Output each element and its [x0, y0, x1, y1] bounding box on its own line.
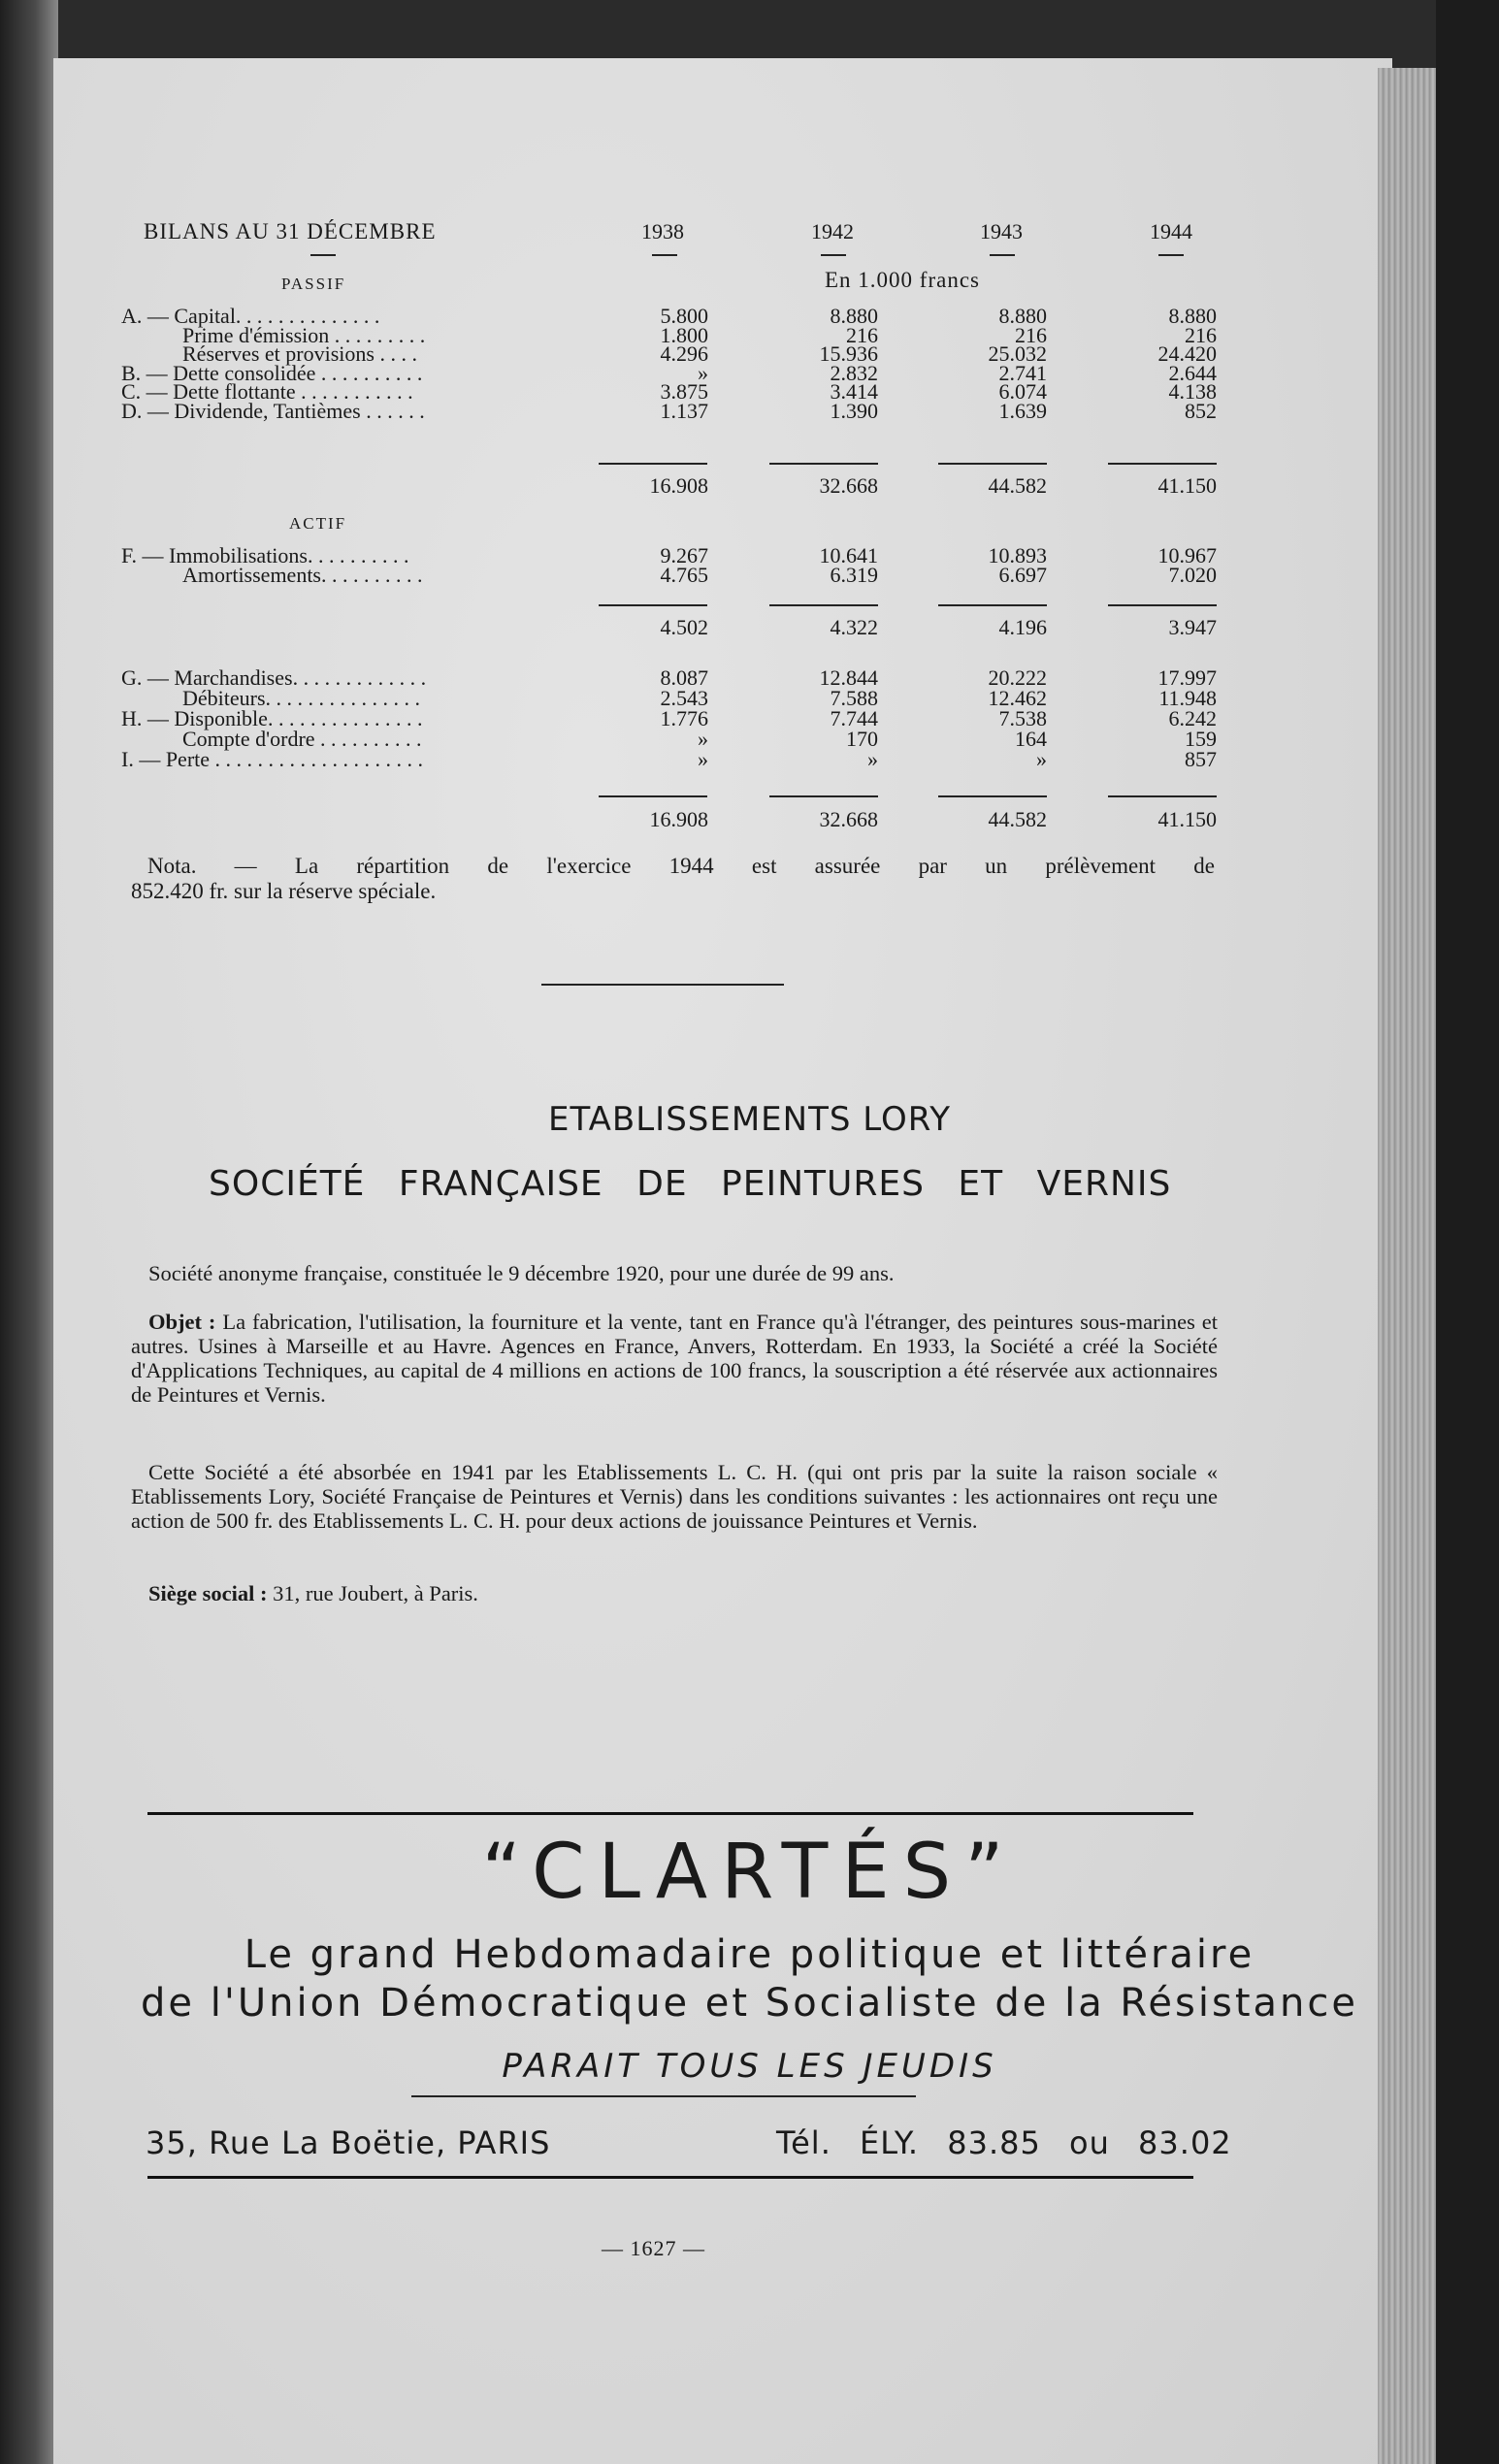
total-rule	[938, 463, 1047, 465]
table-cell: 4.296	[660, 341, 708, 366]
company-title: ETABLISSEMENTS LORY	[548, 1100, 951, 1139]
paragraph-constitution	[131, 1261, 1218, 1285]
paragraph-text: Société anonyme française, constituée le 9 décembre 1920, pour une durée de 99 ans.	[148, 1261, 895, 1285]
total-cell: 16.908	[649, 807, 708, 831]
ad-top-rule	[147, 1812, 1193, 1815]
table-cell: 216	[1185, 322, 1217, 347]
ad-schedule-underline	[411, 2095, 916, 2097]
table-cell: 20.222	[988, 665, 1047, 690]
table-cell: 170	[846, 727, 878, 751]
total-rule	[1108, 463, 1217, 465]
table-cell: »	[698, 360, 708, 385]
table-cell: 10.967	[1157, 543, 1217, 567]
table-cell: 2.543	[660, 686, 708, 710]
company-subtitle: SOCIÉTÉ FRANÇAISE DE PEINTURES ET VERNIS	[209, 1164, 1172, 1204]
paragraph-text: 31, rue Joubert, à Paris.	[273, 1581, 478, 1605]
ad-schedule: PARAIT TOUS LES JEUDIS	[502, 2047, 997, 2086]
table-cell: »	[867, 747, 878, 771]
nota-line: Nota. — La répartition de l'exercice 1944 est assurée par un prélèvement de	[147, 854, 1215, 878]
table-cell: 7.020	[1168, 562, 1217, 587]
table-cell: 2.741	[998, 360, 1047, 385]
nota-line: 852.420 fr. sur la réserve spéciale.	[131, 879, 437, 903]
row-label: F. — Immobilisations. . . . . . . . . .	[121, 543, 409, 567]
total-cell: 16.908	[649, 473, 708, 498]
table-cell: 24.420	[1157, 341, 1217, 366]
table-cell: »	[1036, 747, 1047, 771]
table-cell: 8.087	[660, 665, 708, 690]
total-cell: 4.322	[830, 615, 878, 639]
label-objet: Objet :	[148, 1310, 216, 1334]
table-cell: 9.267	[660, 543, 708, 567]
row-label: Compte d'ordre . . . . . . . . . .	[182, 727, 422, 751]
table-cell: 15.936	[819, 341, 878, 366]
table-cell: 852	[1185, 398, 1217, 423]
subtotal-rule	[599, 604, 707, 606]
dash	[821, 254, 846, 256]
table-title: BILANS AU 31 DÉCEMBRE	[144, 219, 437, 243]
table-cell: 4.138	[1168, 379, 1217, 404]
table-cell: 17.997	[1157, 665, 1217, 690]
dash	[990, 254, 1015, 256]
table-cell: 2.644	[1168, 360, 1217, 385]
row-label: C. — Dette flottante . . . . . . . . . . .	[121, 379, 413, 404]
dash	[310, 254, 336, 256]
table-cell: 7.744	[830, 706, 878, 730]
unit-label: En 1.000 francs	[825, 268, 980, 292]
row-label: D. — Dividende, Tantièmes . . . . . .	[121, 398, 425, 423]
total-rule	[599, 795, 707, 797]
row-label: Réserves et provisions . . . .	[182, 341, 417, 366]
table-cell: »	[698, 727, 708, 751]
ad-title: “CLARTÉS”	[481, 1829, 1018, 1916]
table-cell: 3.875	[660, 379, 708, 404]
table-cell: 8.880	[830, 304, 878, 328]
table-cell: 12.462	[988, 686, 1047, 710]
table-cell: 25.032	[988, 341, 1047, 366]
table-cell: 10.641	[819, 543, 878, 567]
section-heading-passif: PASSIF	[281, 275, 346, 293]
table-cell: 1.776	[660, 706, 708, 730]
row-label: Amortissements. . . . . . . . . .	[182, 562, 423, 587]
paragraph-absorption	[131, 1460, 1218, 1533]
total-cell: 44.582	[988, 473, 1047, 498]
table-cell: 2.832	[830, 360, 878, 385]
table-cell: 10.893	[988, 543, 1047, 567]
table-cell: 857	[1185, 747, 1217, 771]
ad-bottom-rule	[147, 2176, 1193, 2179]
total-cell: 32.668	[819, 473, 878, 498]
table-cell: 6.319	[830, 562, 878, 587]
table-cell: 8.880	[998, 304, 1047, 328]
paragraph-siege	[131, 1581, 1218, 1605]
year-header: 1938	[641, 219, 684, 243]
row-label: Débiteurs. . . . . . . . . . . . . . .	[182, 686, 421, 710]
section-heading-actif: ACTIF	[289, 514, 347, 533]
total-cell: 4.196	[998, 615, 1047, 639]
year-header: 1944	[1150, 219, 1192, 243]
balance-table	[0, 0, 1499, 931]
table-cell: 216	[846, 322, 878, 347]
table-cell: »	[698, 747, 708, 771]
subtotal-rule	[938, 604, 1047, 606]
table-cell: 8.880	[1168, 304, 1217, 328]
total-rule	[938, 795, 1047, 797]
table-cell: 7.588	[830, 686, 878, 710]
total-rule	[599, 463, 707, 465]
label-siege: Siège social :	[148, 1581, 268, 1605]
ad-tagline: de l'Union Démocratique et Socialiste de la Résistance	[141, 1981, 1358, 2026]
total-rule	[769, 463, 878, 465]
dash	[652, 254, 677, 256]
ad-address: 35, Rue La Boëtie, PARIS	[146, 2124, 551, 2161]
table-cell: 164	[1015, 727, 1047, 751]
table-cell: 159	[1185, 727, 1217, 751]
table-cell: 12.844	[819, 665, 878, 690]
total-cell: 32.668	[819, 807, 878, 831]
row-label: Prime d'émission . . . . . . . . .	[182, 322, 426, 347]
total-cell: 41.150	[1157, 473, 1217, 498]
table-cell: 11.948	[1158, 686, 1217, 710]
subtotal-rule	[1108, 604, 1217, 606]
separator-rule	[541, 984, 784, 986]
table-cell: 1.800	[660, 322, 708, 347]
table-cell: 7.538	[998, 706, 1047, 730]
paragraph-text: Cette Société a été absorbée en 1941 par les Etablissements L. C. H. (qui ont pris par la suite la raison sociale « Etablissements Lory, Société Française de Peintures et Vernis) dans les conditions suivantes : les actionnaires ont reçu une action de 500 fr. des Etablissements L. C. H. pour deux actions de jouissance Peintures et Vernis.	[131, 1460, 1218, 1533]
row-label: G. — Marchandises. . . . . . . . . . . . .	[121, 665, 427, 690]
page-number: — 1627 —	[602, 2236, 705, 2260]
row-label: H. — Disponible. . . . . . . . . . . . . . .	[121, 706, 423, 730]
total-rule	[769, 795, 878, 797]
row-label: I. — Perte . . . . . . . . . . . . . . . . . . . .	[121, 747, 424, 771]
total-cell: 41.150	[1157, 807, 1217, 831]
dash	[1158, 254, 1184, 256]
table-cell: 1.137	[660, 398, 708, 423]
table-cell: 1.390	[830, 398, 878, 423]
paragraph-text: La fabrication, l'utilisation, la fourniture et la vente, tant en France qu'à l'étranger, des peintures sous-marines et autres. Usines à Marseille et au Havre. Agences en France, Anvers, Rotterdam. En 1933, la Société a créé la Société d'Applications Techniques, au capital de 4 millions en actions de 100 francs, la souscription a été réservée aux actionnaires de Peintures et Vernis.	[131, 1310, 1219, 1407]
table-cell: 6.697	[998, 562, 1047, 587]
table-cell: 6.074	[998, 379, 1047, 404]
table-cell: 216	[1015, 322, 1047, 347]
table-cell: 6.242	[1168, 706, 1217, 730]
paragraph-objet	[131, 1310, 1218, 1407]
table-cell: 5.800	[660, 304, 708, 328]
subtotal-rule	[769, 604, 878, 606]
ad-tagline: Le grand Hebdomadaire politique et littéraire	[244, 1932, 1255, 1977]
ad-phone: Tél. ÉLY. 83.85 ou 83.02	[776, 2124, 1232, 2161]
row-label: A. — Capital. . . . . . . . . . . . . .	[121, 304, 380, 328]
total-rule	[1108, 795, 1217, 797]
total-cell: 44.582	[988, 807, 1047, 831]
row-label: B. — Dette consolidée . . . . . . . . . .	[121, 360, 423, 385]
total-cell: 4.502	[660, 615, 708, 639]
table-cell: 3.414	[830, 379, 878, 404]
year-header: 1942	[811, 219, 854, 243]
table-cell: 1.639	[998, 398, 1047, 423]
year-header: 1943	[980, 219, 1023, 243]
total-cell: 3.947	[1168, 615, 1217, 639]
table-cell: 4.765	[660, 562, 708, 587]
